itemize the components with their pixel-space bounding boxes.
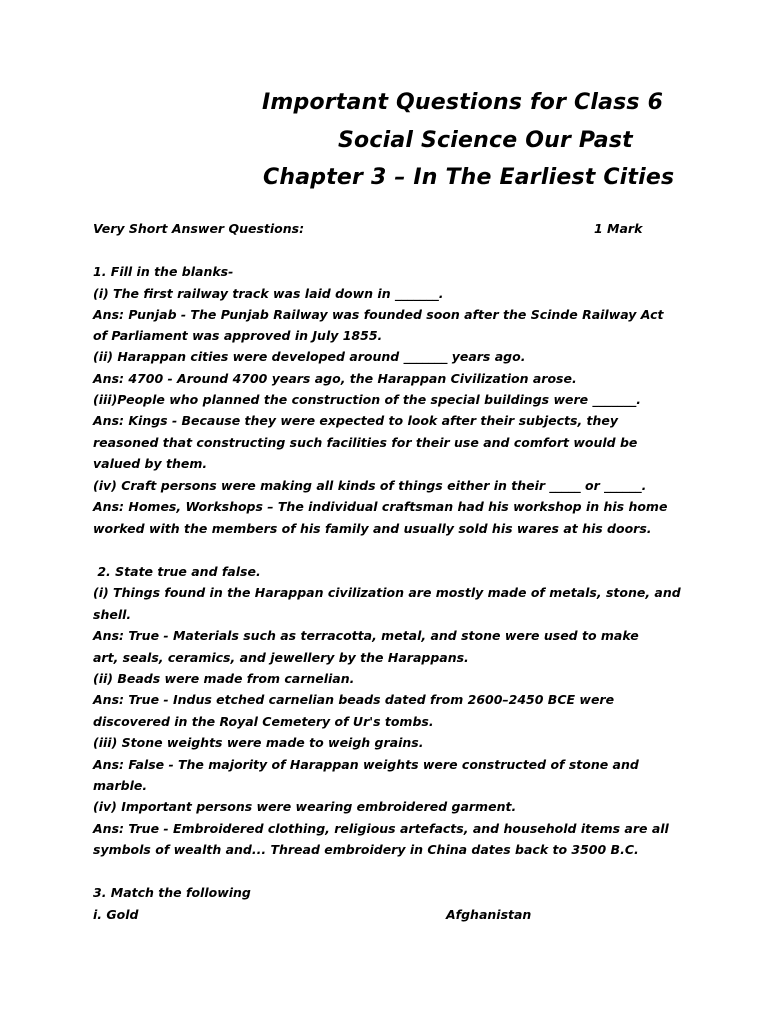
question-2-i-cont: shell. (93, 607, 132, 622)
answer-2-i-cont: art, seals, ceramics, and jewellery by the Harappans. (93, 650, 469, 665)
match-left-1: i. Gold (93, 907, 139, 922)
answer-1-iii-cont: reasoned that constructing such facilities for their use and comfort would be (93, 435, 638, 450)
match-right-1: Afghanistan (446, 907, 532, 922)
answer-1-ii: Ans: 4700 - Around 4700 years ago, the Harappan Civilization arose. (93, 371, 577, 386)
answer-2-iv-cont: symbols of wealth and... Thread embroidery in China dates back to 3500 B.C. (93, 842, 639, 857)
question-1-heading: 1. Fill in the blanks- (93, 264, 234, 279)
answer-1-iv: Ans: Homes, Workshops – The individual craftsman had his workshop in his home (93, 499, 668, 514)
answer-1-i-cont: of Parliament was approved in July 1855. (93, 328, 383, 343)
answer-2-iii: Ans: False - The majority of Harappan weights were constructed of stone and (93, 757, 639, 772)
question-2-iv: (iv) Important persons were wearing embroidered garment. (93, 799, 517, 814)
question-2-ii: (ii) Beads were made from carnelian. (93, 671, 355, 686)
answer-2-iii-cont: marble. (93, 778, 148, 793)
question-1-iii: (iii)People who planned the construction of the special buildings were _______. (93, 392, 641, 407)
question-1-iv: (iv) Craft persons were making all kinds of things either in their _____ or ______. (93, 478, 647, 493)
question-3-heading: 3. Match the following (93, 885, 251, 900)
question-2-i: (i) Things found in the Harappan civilization are mostly made of metals, stone, and (93, 585, 681, 600)
section-heading: Very Short Answer Questions: (93, 221, 305, 236)
answer-1-iii: Ans: Kings - Because they were expected to look after their subjects, they (93, 413, 619, 428)
question-1-ii: (ii) Harappan cities were developed around _______ years ago. (93, 349, 526, 364)
doc-title-line-2: Social Science Our Past (338, 128, 633, 153)
answer-1-i: Ans: Punjab - The Punjab Railway was founded soon after the Scinde Railway Act (93, 307, 664, 322)
doc-title-line-3: Chapter 3 – In The Earliest Cities (263, 165, 675, 190)
doc-title-line-1: Important Questions for Class 6 (262, 90, 664, 115)
question-2-iii: (iii) Stone weights were made to weigh grains. (93, 735, 424, 750)
answer-2-iv: Ans: True - Embroidered clothing, religious artefacts, and household items are all (93, 821, 669, 836)
answer-2-ii-cont: discovered in the Royal Cemetery of Ur's tombs. (93, 714, 434, 729)
question-1-i: (i) The first railway track was laid down in _______. (93, 286, 444, 301)
answer-2-ii: Ans: True - Indus etched carnelian beads dated from 2600–2450 BCE were (93, 692, 615, 707)
answer-1-iv-cont: worked with the members of his family and usually sold his wares at his doors. (93, 521, 652, 536)
question-2-heading: 2. State true and false. (93, 564, 261, 579)
answer-2-i: Ans: True - Materials such as terracotta, metal, and stone were used to make (93, 628, 639, 643)
section-marks: 1 Mark (594, 221, 643, 236)
answer-1-iii-cont-2: valued by them. (93, 456, 208, 471)
